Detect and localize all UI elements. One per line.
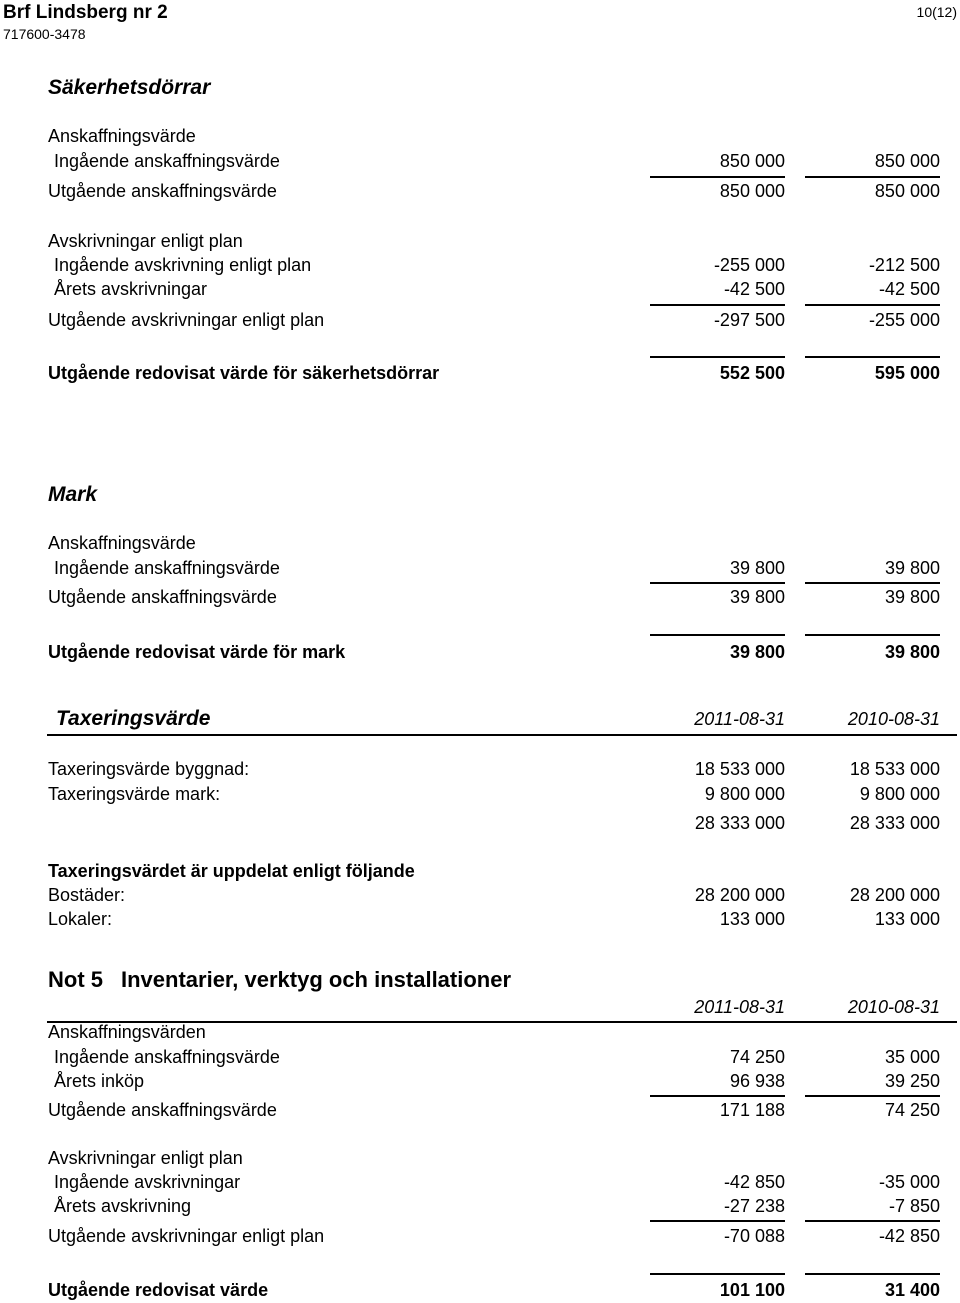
acq-heading: Anskaffningsvärde <box>48 533 196 553</box>
dep-year-label: Årets avskrivning <box>54 1196 192 1216</box>
sum-rule <box>805 1220 940 1222</box>
acq-in-2010: 35 000 <box>884 1047 940 1067</box>
book-value-label: Utgående redovisat värde för mark <box>48 642 346 662</box>
note-title: Inventarier, verktyg och installationer <box>121 967 512 992</box>
org-name: Brf Lindsberg nr 2 <box>3 2 168 23</box>
dep-heading: Avskrivningar enligt plan <box>48 1148 243 1168</box>
sum-rule <box>650 304 785 306</box>
dep-in-2011: -255 000 <box>713 255 785 275</box>
premises-2010: 133 000 <box>874 909 940 929</box>
sum-rule <box>650 1095 785 1097</box>
sum-rule <box>650 176 785 178</box>
sum-rule <box>650 1273 785 1275</box>
purchases-2011: 96 938 <box>729 1071 785 1091</box>
acq-out-2011: 171 188 <box>719 1100 785 1120</box>
book-value-label: Utgående redovisat värde för säkerhetsdörrar <box>48 363 440 383</box>
acq-in-label: Ingående anskaffningsvärde <box>54 1047 280 1067</box>
acq-in-2011: 39 800 <box>729 558 785 578</box>
section-title-taxering: Taxeringsvärde <box>56 707 211 730</box>
sum-rule <box>805 634 940 636</box>
building-value-2011: 18 533 000 <box>694 759 785 779</box>
building-value-2010: 18 533 000 <box>849 759 940 779</box>
book-value-2011: 552 500 <box>719 363 785 383</box>
land-value-2010: 9 800 000 <box>859 784 940 804</box>
book-value-2010: 595 000 <box>874 363 940 383</box>
acq-out-2011: 39 800 <box>729 587 785 607</box>
sum-rule <box>805 582 940 584</box>
dep-in-label: Ingående avskrivning enligt plan <box>54 255 312 275</box>
section-divider <box>47 734 957 736</box>
total-value-2010: 28 333 000 <box>849 813 940 833</box>
dep-in-2011: -42 850 <box>723 1172 785 1192</box>
sum-rule <box>650 1220 785 1222</box>
book-value-label: Utgående redovisat värde <box>48 1280 269 1300</box>
sum-rule <box>805 356 940 358</box>
dep-heading: Avskrivningar enligt plan <box>48 231 243 251</box>
acq-heading: Anskaffningsvärde <box>48 126 196 146</box>
sum-rule <box>805 1273 940 1275</box>
column-date-2010: 2010-08-31 <box>847 997 940 1017</box>
section-title-sakerhetsdorrar: Säkerhetsdörrar <box>48 76 211 99</box>
note-number: Not 5 <box>48 967 103 992</box>
premises-label: Lokaler: <box>48 909 113 929</box>
acq-out-2011: 850 000 <box>719 181 785 201</box>
split-heading: Taxeringsvärdet är uppdelat enligt följande <box>48 861 415 881</box>
book-value-2011: 39 800 <box>729 642 785 662</box>
land-value-label: Taxeringsvärde mark: <box>48 784 221 804</box>
purchases-label: Årets inköp <box>54 1071 145 1091</box>
acq-out-label: Utgående anskaffningsvärde <box>48 181 277 201</box>
acq-heading: Anskaffningsvärden <box>48 1022 206 1042</box>
acq-in-2011: 74 250 <box>729 1047 785 1067</box>
premises-2011: 133 000 <box>719 909 785 929</box>
sum-rule <box>805 176 940 178</box>
book-value-2010: 31 400 <box>884 1280 940 1300</box>
acq-in-label: Ingående anskaffningsvärde <box>54 151 280 171</box>
dep-out-label: Utgående avskrivningar enligt plan <box>48 1226 325 1246</box>
dep-year-2011: -42 500 <box>723 279 785 299</box>
sum-rule <box>650 582 785 584</box>
dep-in-2010: -212 500 <box>868 255 940 275</box>
dep-year-label: Årets avskrivningar <box>54 279 208 299</box>
acq-in-2011: 850 000 <box>719 151 785 171</box>
acq-out-2010: 39 800 <box>884 587 940 607</box>
acq-out-2010: 74 250 <box>884 1100 940 1120</box>
acq-in-2010: 850 000 <box>874 151 940 171</box>
building-value-label: Taxeringsvärde byggnad: <box>48 759 250 779</box>
section-divider <box>47 1021 957 1023</box>
page-number: 10(12) <box>916 4 957 20</box>
residential-label: Bostäder: <box>48 885 126 905</box>
sum-rule <box>650 356 785 358</box>
book-value-2010: 39 800 <box>884 642 940 662</box>
residential-2011: 28 200 000 <box>694 885 785 905</box>
dep-out-2010: -255 000 <box>868 310 940 330</box>
acq-out-label: Utgående anskaffningsvärde <box>48 1100 277 1120</box>
purchases-2010: 39 250 <box>884 1071 940 1091</box>
acq-in-label: Ingående anskaffningsvärde <box>54 558 280 578</box>
total-value-2011: 28 333 000 <box>694 813 785 833</box>
sum-rule <box>805 304 940 306</box>
column-date-2011: 2011-08-31 <box>694 709 785 729</box>
dep-out-2010: -42 850 <box>878 1226 940 1246</box>
dep-in-2010: -35 000 <box>878 1172 940 1192</box>
dep-in-label: Ingående avskrivningar <box>54 1172 241 1192</box>
land-value-2011: 9 800 000 <box>704 784 785 804</box>
column-date-2010: 2010-08-31 <box>847 709 940 729</box>
acq-out-label: Utgående anskaffningsvärde <box>48 587 277 607</box>
dep-year-2011: -27 238 <box>723 1196 785 1216</box>
dep-year-2010: -42 500 <box>878 279 940 299</box>
sum-rule <box>805 1095 940 1097</box>
section-title-mark: Mark <box>48 483 98 506</box>
dep-out-2011: -297 500 <box>713 310 785 330</box>
dep-year-2010: -7 850 <box>888 1196 940 1216</box>
org-number: 717600-3478 <box>3 26 86 42</box>
book-value-2011: 101 100 <box>719 1280 785 1300</box>
column-date-2011: 2011-08-31 <box>694 997 785 1017</box>
dep-out-label: Utgående avskrivningar enligt plan <box>48 310 325 330</box>
acq-out-2010: 850 000 <box>874 181 940 201</box>
residential-2010: 28 200 000 <box>849 885 940 905</box>
sum-rule <box>650 634 785 636</box>
acq-in-2010: 39 800 <box>884 558 940 578</box>
dep-out-2011: -70 088 <box>723 1226 785 1246</box>
